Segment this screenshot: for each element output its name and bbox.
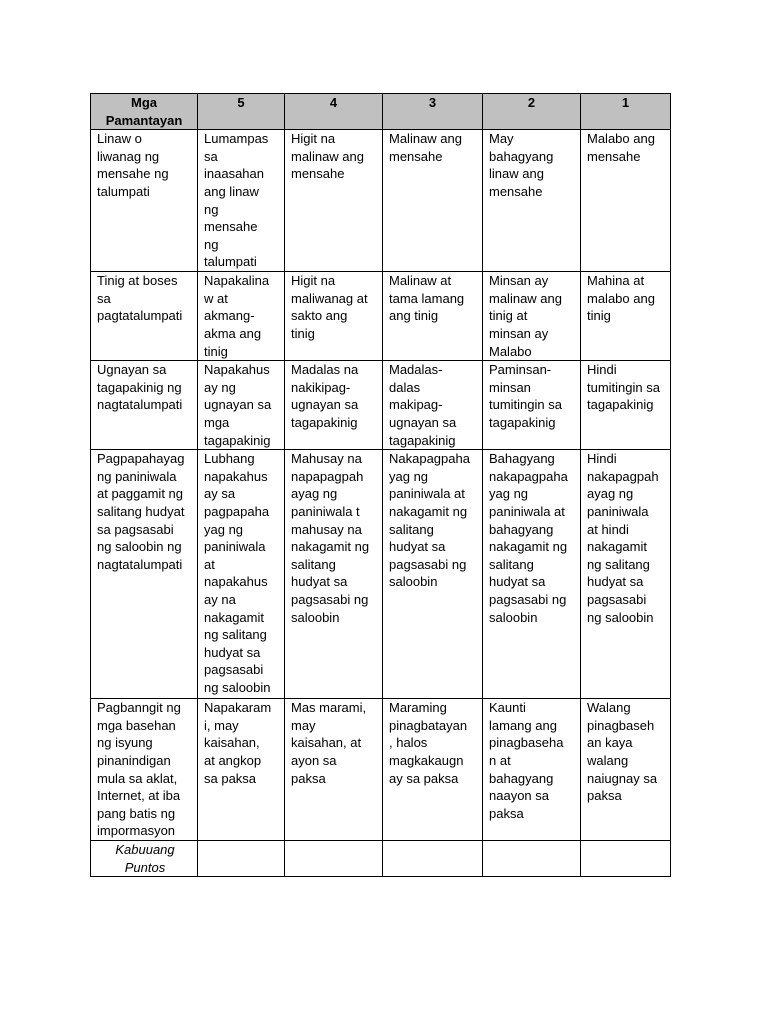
header-score-1: 1 <box>581 94 671 130</box>
score-2-cell: Kaunti lamang ang pinagbaseha n at bahagyang naayon sa paksa <box>483 699 581 841</box>
table-row <box>91 699 671 841</box>
score-5-cell: Lumampas sa inaasahan ang linaw ng mensahe ng talumpati <box>198 130 285 272</box>
table-row <box>91 361 671 450</box>
score-5-cell: Napakaram i, may kaisahan, at angkop sa paksa <box>198 699 285 841</box>
score-2-cell: Bahagyang nakapagpaha yag ng paniniwala at bahagyang nakagamit ng salitang hudyat sa pagsasabi ng saloobin <box>483 450 581 699</box>
score-5-cell: Lubhang napakahus ay sa pagpapaha yag ng paniniwala at napakahus ay na nakagamit ng salitang hudyat sa pagsasabi ng saloobin <box>198 450 285 699</box>
criterion-cell: Pagbanngit ng mga basehan ng isyung pinanindigan mula sa aklat, Internet, at iba pang batis ng impormasyon <box>91 699 198 841</box>
criterion-cell: Tinig at boses sa pagtatalumpati <box>91 272 198 361</box>
criterion-cell: Ugnayan sa tagapakinig ng nagtatalumpati <box>91 361 198 450</box>
header-score-4: 4 <box>285 94 383 130</box>
header-row <box>91 94 671 130</box>
score-5-cell: Napakalina w at akmang- akma ang tinig <box>198 272 285 361</box>
score-4-cell: Mahusay na napapagpah ayag ng paniniwala t mahusay na nakagamit ng salitang hudyat sa pagsasabi ng saloobin <box>285 450 383 699</box>
score-1-cell: Hindi nakapagpah ayag ng paniniwala at hindi nakagamit ng salitang hudyat sa pagsasabi ng saloobin <box>581 450 671 699</box>
score-1-cell: Malabo ang mensahe <box>581 130 671 272</box>
score-1-cell: Mahina at malabo ang tinig <box>581 272 671 361</box>
table-row <box>91 130 671 272</box>
score-3-cell: Maraming pinagbatayan , halos magkakaugn ay sa paksa <box>383 699 483 841</box>
score-5-cell: Napakahus ay ng ugnayan sa mga tagapakinig <box>198 361 285 450</box>
header-score-3: 3 <box>383 94 483 130</box>
score-4-cell: Madalas na nakikipag- ugnayan sa tagapakinig <box>285 361 383 450</box>
score-4-cell: Mas marami, may kaisahan, at ayon sa paksa <box>285 699 383 841</box>
score-3-cell: Malinaw at tama lamang ang tinig <box>383 272 483 361</box>
header-criteria: Mga Pamantayan <box>91 94 198 130</box>
score-3-cell: Madalas- dalas makipag- ugnayan sa tagapakinig <box>383 361 483 450</box>
score-4-cell: Higit na malinaw ang mensahe <box>285 130 383 272</box>
total-row <box>91 841 671 877</box>
total-score-4-cell <box>285 841 383 877</box>
total-score-3-cell <box>383 841 483 877</box>
rubric-table <box>90 93 671 877</box>
score-3-cell: Nakapagpaha yag ng paniniwala at nakagamit ng salitang hudyat sa pagsasabi ng saloobin <box>383 450 483 699</box>
score-2-cell: Minsan ay malinaw ang tinig at minsan ay Malabo <box>483 272 581 361</box>
score-4-cell: Higit na maliwanag at sakto ang tinig <box>285 272 383 361</box>
criterion-cell: Pagpapahayag ng paniniwala at paggamit ng salitang hudyat sa pagsasabi ng saloobin ng nagtatalumpati <box>91 450 198 699</box>
score-1-cell: Hindi tumitingin sa tagapakinig <box>581 361 671 450</box>
table-row <box>91 272 671 361</box>
header-score-2: 2 <box>483 94 581 130</box>
table-row <box>91 450 671 699</box>
total-label: Kabuuang Puntos <box>91 841 198 877</box>
score-2-cell: May bahagyang linaw ang mensahe <box>483 130 581 272</box>
criterion-cell: Linaw o liwanag ng mensahe ng talumpati <box>91 130 198 272</box>
total-score-1-cell <box>581 841 671 877</box>
score-2-cell: Paminsan- minsan tumitingin sa tagapakinig <box>483 361 581 450</box>
score-3-cell: Malinaw ang mensahe <box>383 130 483 272</box>
score-1-cell: Walang pinagbaseh an kaya walang naiugnay sa paksa <box>581 699 671 841</box>
total-score-2-cell <box>483 841 581 877</box>
header-score-5: 5 <box>198 94 285 130</box>
total-score-5-cell <box>198 841 285 877</box>
